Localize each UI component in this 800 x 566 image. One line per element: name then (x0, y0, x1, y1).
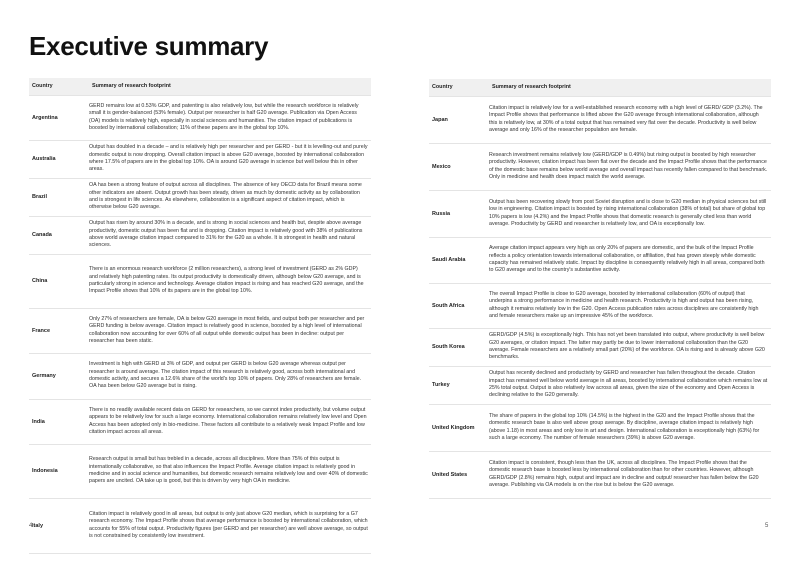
table-header-row (429, 79, 771, 96)
summary-cell: Research investment remains relatively low (GERD/GDP is 0.49%) but rising output is boosted by high researcher productivity. However, citation impact has been flat over the decade and the Impact Profile shows that the performance of the domestic base remains below world average and overall impact has recently fallen compared to that benchmark. Only in medicine and health does impact match the world average. (489, 143, 771, 190)
country-cell: Saudi Arabia (429, 237, 489, 283)
table-row (29, 254, 371, 308)
table-row (29, 95, 371, 140)
table-row (29, 444, 371, 498)
table-row (29, 216, 371, 254)
country-cell: United States (429, 451, 489, 498)
right-summary-table (429, 79, 771, 499)
page-number-left: 4 (29, 523, 33, 529)
country-cell: South Africa (429, 283, 489, 328)
country-cell: Mexico (429, 143, 489, 190)
summary-cell: There is an enormous research workforce (2 million researchers), a strong level of investment (GERD as 2% GDP) and relatively high patenting rates. Its output productivity is domestically driven, although below G20 average, and is particularly strong in science and technology. Average citation impact is rising and has reached G20 average, and the Impact Profile shows that 10% of its papers are in the global top 10%. (89, 254, 371, 308)
country-cell: United Kingdom (429, 404, 489, 451)
table-row (29, 178, 371, 216)
summary-column-header: Summary of research footprint (489, 79, 771, 96)
country-cell: Brazil (29, 178, 89, 216)
summary-cell: Research output is small but has trebled in a decade, across all disciplines. More than 75% of this output is internationally collaborative, so that also influences the Impact Profile. Average citation impact is relatively good in medicine and in social science and humanities, but domestic research remains relatively low and over 40% of domestic papers are uncited. OA take up is good, but this is driven by very high OA in medicine. (89, 444, 371, 498)
country-cell: Italy (29, 498, 89, 553)
summary-cell: Output has risen by around 30% in a decade, and is strong in social sciences and health but, despite above average productivity, domestic output has been flat and is dropping. Citation impact is relatively good with 38% of publications above world average citation impact compared to 31% for the G20 as a whole. It is strongest in health and natural sciences. (89, 216, 371, 254)
summary-column-header: Summary of research footprint (89, 78, 371, 95)
country-cell: China (29, 254, 89, 308)
country-cell: South Korea (429, 328, 489, 366)
summary-cell: GERD remains low at 0.53% GDP, and patenting is also relatively low, but while the research workforce is relatively small it is gender-balanced (53% female). Output per researcher is half G20 average. Publication via Open Access (OA) models is relatively high, especially in social sciences and humanities. The citation impact of publications is boosted by international collaboration; 11% of these papers are in the global top 10%. (89, 95, 371, 140)
page-title: Executive summary (29, 31, 269, 61)
summary-cell: The overall Impact Profile is close to G20 average, boosted by international collaboration (60% of output) that underpins a strong performance in medicine and health research. Productivity is high and output has been rising, although it remains relatively low in the G20. Open Access publication rates across disciplines are consistently high and female researchers make up an impressive 45% of the workforce. (489, 283, 771, 328)
page-number-right: 5 (765, 523, 769, 529)
summary-cell: Citation impact is consistent, though less than the UK, across all disciplines. The Impact Profile shows that the domestic research base is boosted less by international collaboration than for other countries. However, although GERD/GDP (2.8%) remains high, output and impact are in decline and output/ researcher has fallen below the G20 average. Publishing via OA models is on the rise but is below the G20 average. (489, 451, 771, 498)
table-row (29, 399, 371, 444)
country-column-header: Country (429, 79, 489, 96)
table-row (429, 190, 771, 237)
table-header-row (29, 78, 371, 95)
summary-cell: Average citation impact appears very high as only 20% of papers are domestic, and the bulk of the Impact Profile reflects a policy orientation towards international collaboration, or affiliation, that has grown steeply while domestic capacity has remained relatively static. Impact by discipline is consequently relatively high in all areas, compared both to G20 average and to the country's substantive activity. (489, 237, 771, 283)
country-cell: Turkey (429, 366, 489, 404)
country-cell: France (29, 308, 89, 353)
summary-cell: Output has recently declined and productivity by GERD and researcher has fallen throughout the decade. Citation impact has remained well below world average in all areas, boosted by international collaboration which remains low at 25% total output. Output is also relatively low across all areas, given the size of the economy and Open Access is declining relative to the G20 generally. (489, 366, 771, 404)
table-row (29, 353, 371, 399)
country-cell: Argentina (29, 95, 89, 140)
table-row (29, 498, 371, 553)
country-column-header: Country (29, 78, 89, 95)
table-row (429, 451, 771, 498)
summary-cell: Output has been recovering slowly from post Soviet disruption and is close to G20 median in physical sciences but still low in engineering. Citation impact is boosted by rising international collaboration (38% of total) but share of global top 10% papers is low (4.2%) and the Impact Profile shows that domestic research is generally cited less than world average. Productivity by GERD and researcher is relatively low, and OA is exceptionally low. (489, 190, 771, 237)
summary-cell: GERD/GDP (4.5%) is exceptionally high. This has not yet been translated into output, where productivity is well below G20 averages, or citation impact. The latter may partly be due to lower international collaboration than the G20 average. Female researchers are a relatively small part (20%) of the workforce. OA is rising and is already above G20 benchmarks. (489, 328, 771, 366)
summary-cell: The share of papers in the global top 10% (14.5%) is the highest in the G20 and the Impact Profile shows that the domestic research base is also well above group average. By discipline, average citation impact is relatively high (above 1.18) in most areas and only low in art and design. International collaboration is exceptionally high (63%) for such a large economy. The number of female researchers (39%) is above G20 average. (489, 404, 771, 451)
country-cell: Japan (429, 96, 489, 143)
left-summary-table (29, 78, 371, 554)
summary-cell: Citation impact is relatively good in all areas, but output is only just above G20 median, which is surprising for a G7 research economy. The Impact Profile shows that average performance is boosted by international collaboration, which accounts for 55% of total output. Productivity figures (per GERD and per researcher) are well above average, so output is not constrained by consistently low investment. (89, 498, 371, 553)
country-cell: India (29, 399, 89, 444)
table-row (429, 143, 771, 190)
summary-cell: Output has doubled in a decade – and is relatively high per researcher and per GERD - but it is levelling-out and purely domestic output is now dropping. Overall citation impact is above G20 average, boosted by international collaboration where 17.5% of papers are in the global top 10%. OA is around G20 average in science but well below this in other areas. (89, 140, 371, 178)
table-row (429, 404, 771, 451)
country-cell: Australia (29, 140, 89, 178)
summary-cell: Citation impact is relatively low for a well-established research economy with a high level of GERD/ GDP (3.2%). The Impact Profile shows that performance is lifted above the G20 average through international collaboration, although this is relatively low, at 30% of a total output that has remained very flat over the decade. Productivity is well below average and only 16% of the researcher population are female. (489, 96, 771, 143)
summary-cell: Only 27% of researchers are female, OA is below G20 average in most fields, and output both per researcher and per GERD funding is below average. Citation impact is relatively good in science, boosted by a high level of international collaboration now accounting for over 60% of all output while domestic output has been in decline: output per researcher has been static. (89, 308, 371, 353)
country-cell: Canada (29, 216, 89, 254)
table-row (429, 283, 771, 328)
table-row (429, 328, 771, 366)
summary-cell: There is no readily available recent data on GERD for researchers, so we cannot index productivity, but volume output appears to be relatively low for such a large economy. International collaboration remains relatively low level and Open Access has been adopted only in bio-medicine. These factors all contribute to a relatively weak Impact Profile and low citation impact across all areas. (89, 399, 371, 444)
summary-cell: Investment is high with GERD at 3% of GDP, and output per GERD is below G20 average whereas output per researcher is around average. The citation impact of this research is relatively good, across both international and domestic activity, and secures a 12.6% share of the world's top 10% of papers. Only 28% of researchers are female. OA has been below G20 average but is rising. (89, 353, 371, 399)
table-row (29, 308, 371, 353)
summary-cell: OA has been a strong feature of output across all disciplines. The absence of key OECD data for Brazil means some other indicators are absent. Output growth has been steady, driven as much by domestic activity as by collaboration and is strongest in life sciences. As elsewhere, collaboration is a significant aspect of citation impact, which is otherwise below G20 average. (89, 178, 371, 216)
country-cell: Russia (429, 190, 489, 237)
table-row (429, 366, 771, 404)
country-cell: Germany (29, 353, 89, 399)
country-cell: Indonesia (29, 444, 89, 498)
table-row (429, 237, 771, 283)
table-row (429, 96, 771, 143)
table-row (29, 140, 371, 178)
